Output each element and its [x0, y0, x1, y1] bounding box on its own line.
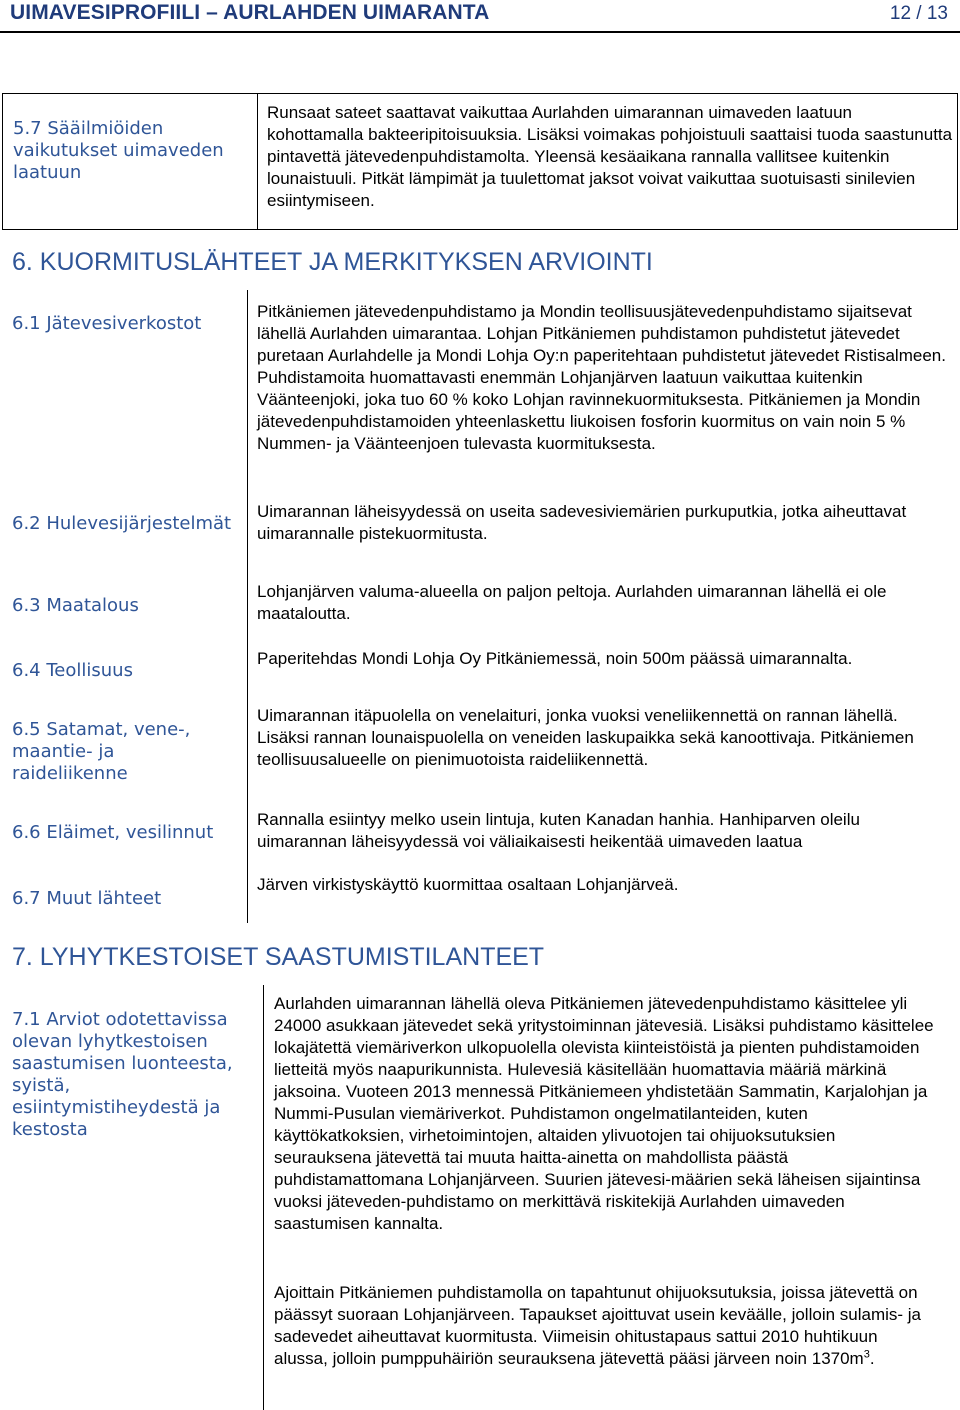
section-6-7-text: Järven virkistyskäyttö kuormittaa osaltaan Lohjanjärveä.	[257, 875, 679, 894]
cubic-superscript: 3	[863, 1348, 870, 1361]
section-6-5-text: Uimarannan itäpuolella on venelaituri, jonka vuoksi veneliikennettä on rannan lähellä. Lisäksi rannan lounaispuolella on veneiden laskupaikka sekä kanoottivaja. Pitkäniemen teollisuusalueelle on pienimuotoista raideliikennettä.	[257, 706, 914, 769]
section-6-1-label: 6.1 Jätevesiverkostot	[12, 313, 202, 334]
document-title: UIMAVESIPROFIILI – AURLAHDEN UIMARANTA	[10, 1, 490, 24]
page-number: 12 / 13	[889, 3, 948, 24]
section-7-1-text-1: Aurlahden uimarannan lähellä oleva Pitkäniemen jätevedenpuhdistamo käsittelee yli 24000 asukkaan jätevedet sekä yritystoiminnan jätevesiä. Lisäksi puhdistamo käsittelee lokajätettä viemäriverkon ulkopuolella olevista kiinteistöistä ja pienten puhdistamoiden lietteitä myös naapurikunnista. Hulevesiä käsitellään huomattavia määriä märkinä jaksoina. Vuoteen 2013 mennessä Pitkäniemeen yhdistetään Sammatin, Karjalohjan ja Nummi-Pusulan viemäriverkot. Puhdistamon ongelmatilanteiden, kuten käyttökatkoksien, virhetoimintojen, altaiden ylivuotojen tai ohijuoksutuksien seurauksena jätevettä tai muuta haitta-ainetta on mahdollista päästä puhdistamattomana Lohjanjärveen. Suurien jätevesi-määrien sekä läheisen sijaintinsa vuoksi jäteveden-puhdistamo on merkittävä riskitekijä Aurlahden uimaveden saastumisen kannalta.	[274, 994, 934, 1233]
section-6-6-label: 6.6 Eläimet, vesilinnut	[12, 822, 214, 843]
section-6-3-label: 6.3 Maatalous	[12, 595, 139, 616]
section-6-heading: 6. KUORMITUSLÄHTEET JA MERKITYKSEN ARVIOINTI	[12, 248, 653, 276]
section-7-1-text-2-end: .	[869, 1349, 875, 1368]
section-7-1-label: 7.1 Arviot odotettavissa olevan lyhytkestoisen saastumisen luonteesta, syistä, esiintymistiheydestä ja kestosta	[12, 1009, 233, 1140]
section-6-divider	[247, 290, 248, 923]
section-6-4-label: 6.4 Teollisuus	[12, 660, 133, 681]
section-6-5-label: 6.5 Satamat, vene-, maantie- ja raideliikenne	[12, 719, 191, 784]
section-6-3-text: Lohjanjärven valuma-alueella on paljon peltoja. Aurlahden uimarannan lähellä ei ole maataloutta.	[257, 582, 887, 623]
section-6-6-text: Rannalla esiintyy melko usein lintuja, kuten Kanadan hanhia. Hanhiparven oleilu uimarannan läheisyydessä voi väliaikaisesti heikentää uimaveden laatua	[257, 810, 860, 851]
section-6-1-text: Pitkäniemen jätevedenpuhdistamo ja Mondin teollisuusjätevedenpuhdistamo sijaitsevat lähellä Aurlahden uimarantaa. Lohjan Pitkäniemen puhdistamon puhdistetut jätevedet puretaan Aurlahdelle ja Mondi Lohja Oy:n paperitehtaan puhdistetut jätevedet Ristisalmeen. Puhdistamoita huomattavasti enemmän Lohjanjärven laatuun vaikuttaa kuitenkin Väänteenjoki, joka tuo 60 % koko Lohjan ravinnekuormituksesta. Pitkäniemen ja Mondin jätevedenpuhdistamoiden yhteenlaskettu liukoisen fosforin kuormitus on vain noin 5 % Nummen- ja Väänteenjoen tulevasta kuormituksesta.	[257, 302, 946, 453]
section-7-1-text-2-body: Ajoittain Pitkäniemen puhdistamolla on tapahtunut ohijuoksutuksia, joissa jätevettä on päässyt suoraan Lohjanjärveen. Tapaukset ajoittuvat usein keväälle, jolloin sulamis- ja sadevedet aiheuttavat kuormitusta. Viimeisin ohitustapaus sattui 2010 huhtikuun alussa, jolloin pumppuhäiriön seurauksena jätevettä pääsi järveen noin 1370m	[274, 1283, 922, 1368]
page-header	[0, 0, 960, 33]
section-7-1-divider	[263, 985, 264, 1410]
section-6-2-label: 6.2 Hulevesijärjestelmät	[12, 513, 232, 534]
section-5-7-text: Runsaat sateet saattavat vaikuttaa Aurlahden uimarannan uimaveden laatuun kohottamalla bakteeripitoisuuksia. Lisäksi voimakas pohjoistuuli saattaisi tuoda saastunutta pintavettä jätevedenpuhdistamolta. Yleensä kesäaikana rannalla vallitsee kuitenkin lounaistuuli. Pitkät lämpimät ja tuulettomat jaksot voivat vaikuttaa suotuisasti sinilevien esiintymiseen.	[267, 103, 953, 210]
section-6-2-text: Uimarannan läheisyydessä on useita sadevesiviemärien purkuputkia, jotka aiheuttavat uimarannalle pistekuormitusta.	[257, 502, 907, 543]
section-6-7-label: 6.7 Muut lähteet	[12, 888, 162, 909]
section-6-4-text: Paperitehdas Mondi Lohja Oy Pitkäniemessä, noin 500m päässä uimarannalta.	[257, 649, 853, 668]
section-7-1-text-2	[274, 1282, 934, 1370]
section-7-heading: 7. LYHYTKESTOISET SAASTUMISTILANTEET	[12, 943, 545, 971]
section-5-7-divider	[257, 93, 258, 230]
section-5-7-label: 5.7 Sääilmiöiden vaikutukset uimaveden laatuun	[13, 118, 224, 183]
